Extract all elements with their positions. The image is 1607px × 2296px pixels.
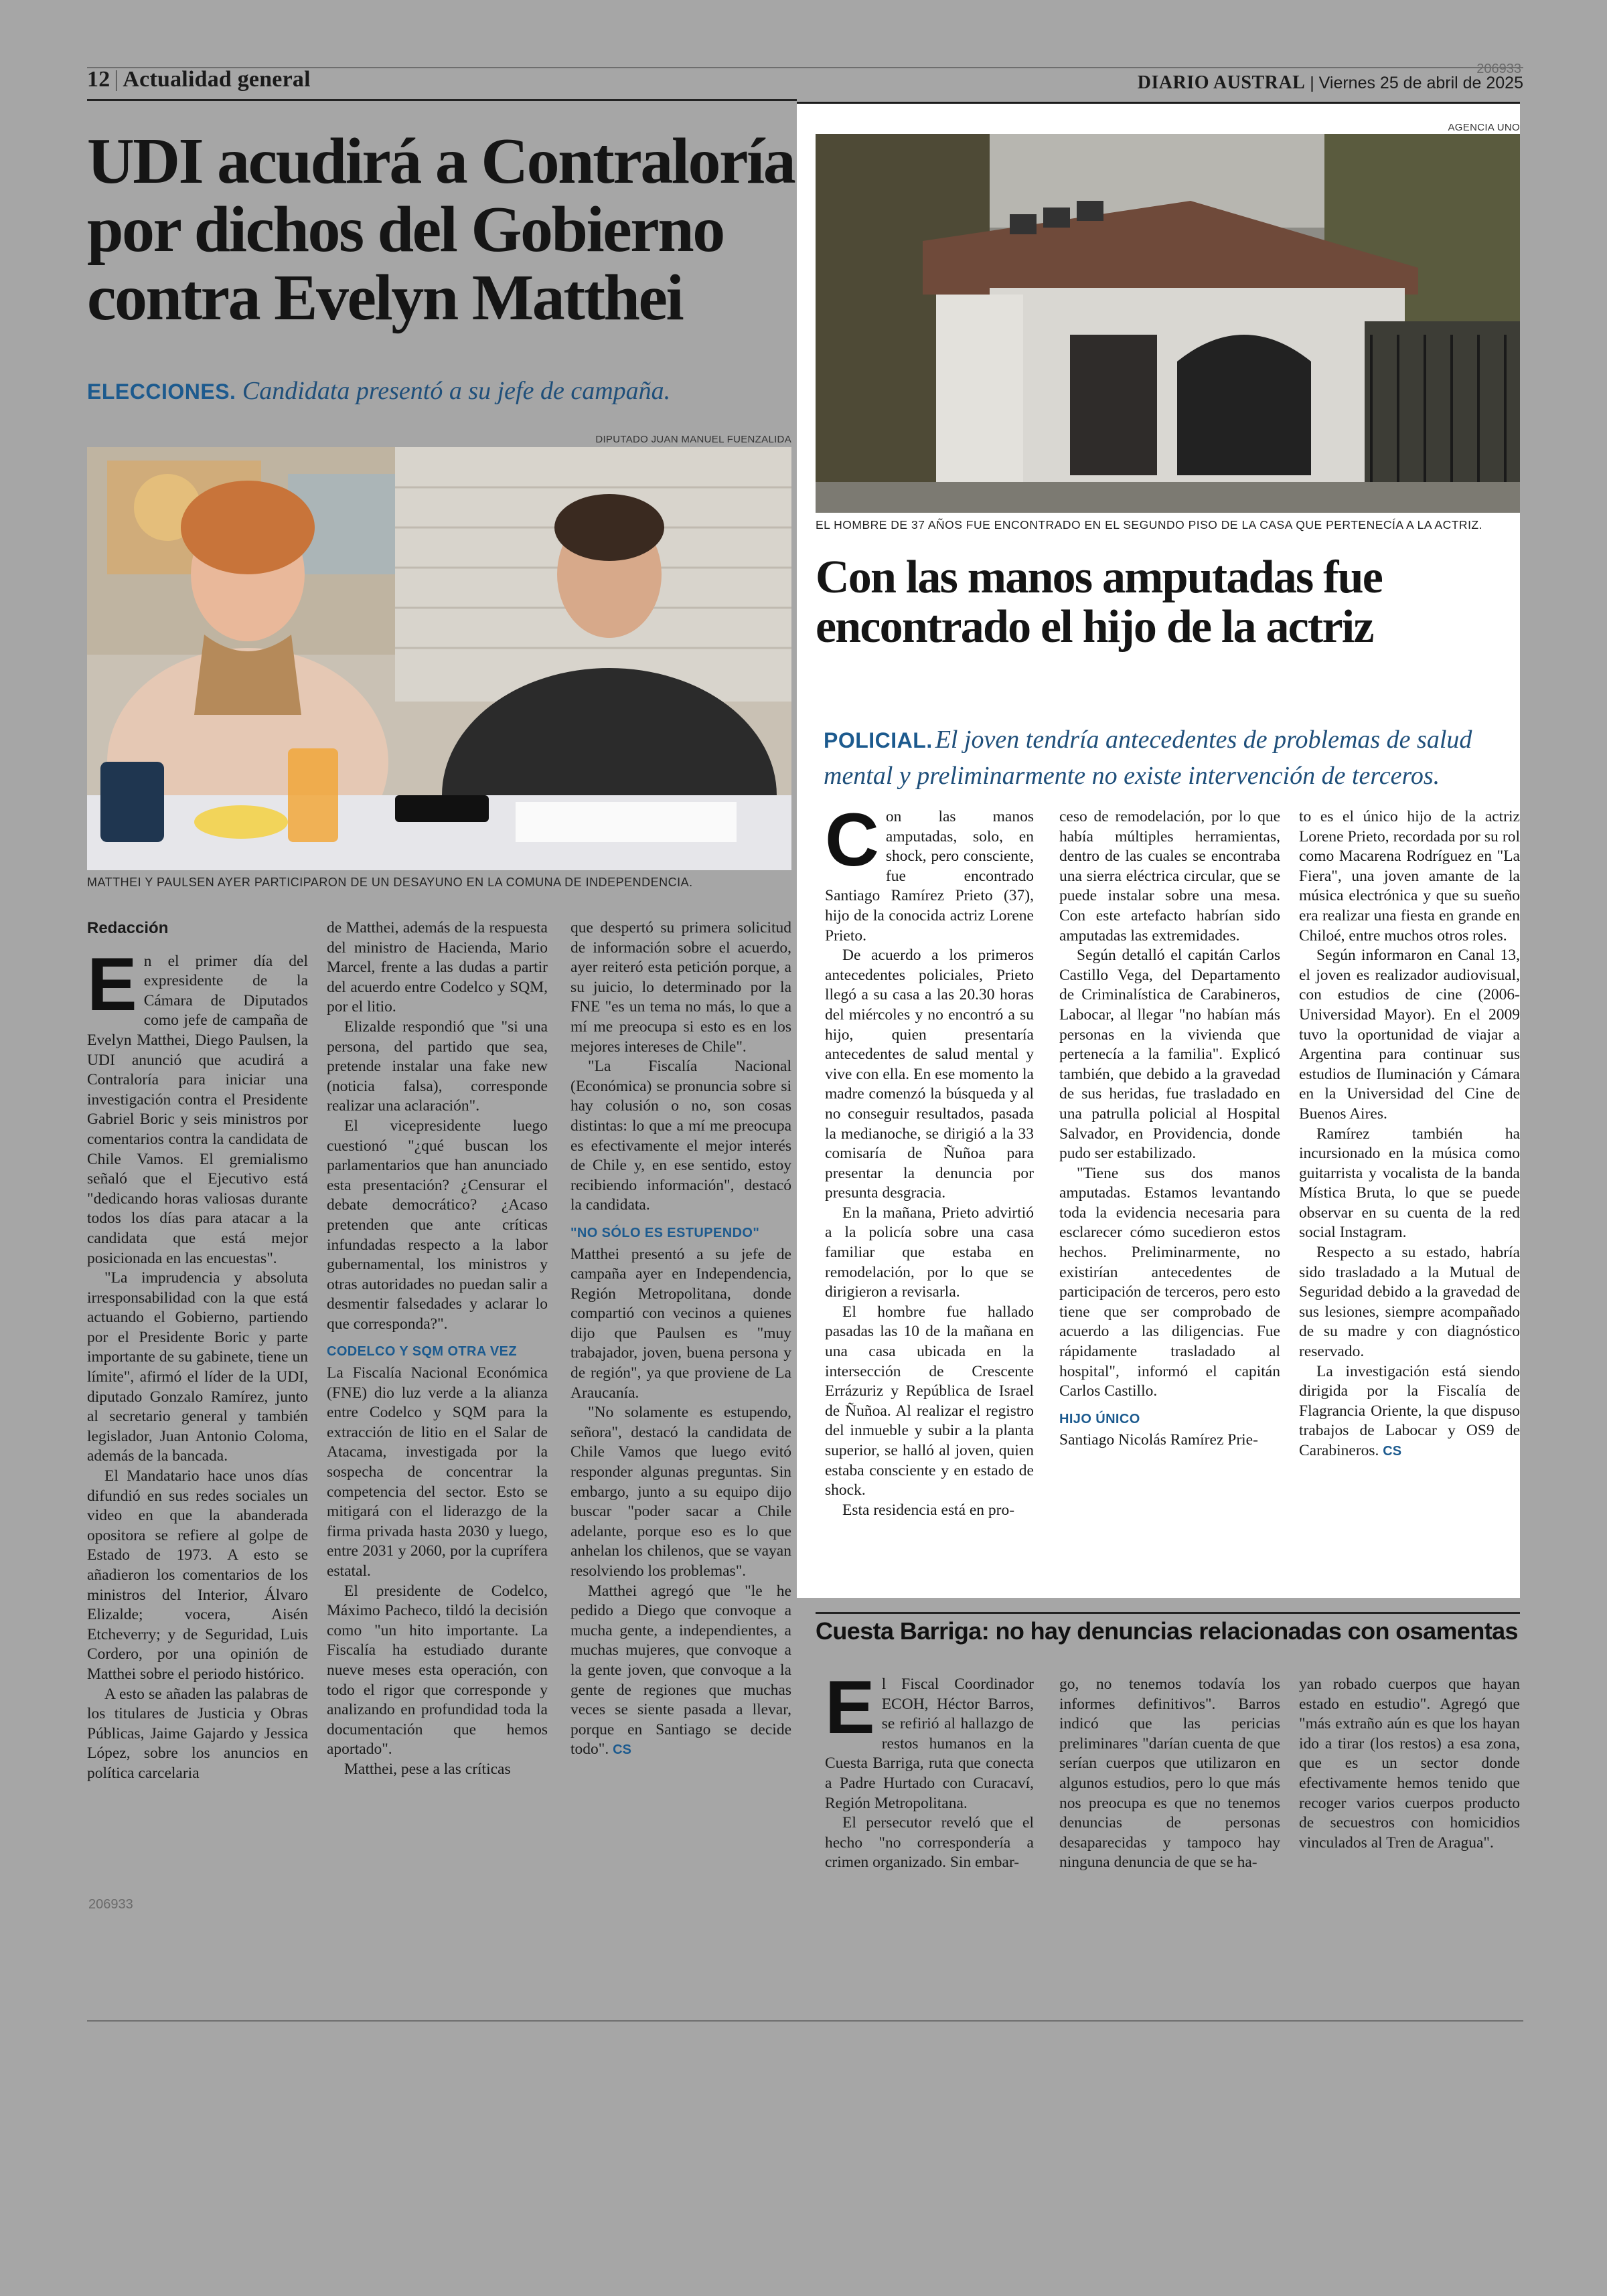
left-headline-line: UDI acudirá a Contraloría: [87, 125, 795, 197]
paragraph: El hombre fue hallado pasadas las 10 de la mañana en una casa ubicada en la intersección de Crescente Errázuriz y República de Israel de Ñuñoa. Al realizar el registro del inmueble y subir a la planta superior, se halló al joven, quien estaba consciente y en estado de shock.: [825, 1303, 1034, 1499]
right-column-3: [1299, 807, 1520, 1462]
kicker-text: Candidata presentó a su jefe de campaña.: [242, 377, 671, 405]
paragraph: de Matthei, además de la respuesta del ministro de Hacienda, Mario Marcel, frente a las dudas a partir del acuerdo entre Codelco y SQM, por el litio.: [327, 919, 548, 1016]
newspaper-name: DIARIO AUSTRAL: [1137, 72, 1306, 93]
dropcap: C: [825, 798, 879, 882]
photo-credit: DIPUTADO JUAN MANUEL FUENZALIDA: [595, 434, 791, 445]
paragraph: go, no tenemos todavía los informes definitivos". Barros indicó que las pericias preliminares "darían cuenta de que serían cuerpos que utilizaron en algunos estudios, pero lo que más nos preocupa es que no tenemos denuncias de personas desaparecidas y tampoco hay ninguna denuncia de que se ha-: [1059, 1675, 1280, 1872]
photo-image: [816, 134, 1520, 513]
cuesta-column-1: [825, 1665, 1034, 1873]
right-headline-line: encontrado el hijo de la actriz: [816, 601, 1373, 653]
page-header: [87, 66, 1523, 99]
paragraph: De acuerdo a los primeros antecedentes policiales, Prieto llegó a su casa a las 20.30 horas del miércoles y no encontró a su hijo, quien presentaría antecedentes de salud mental y vive con ella. En ese momento la madre comenzó la búsqueda y al no conseguir resultados, pasada la medianoche, se dirigió a la 33 comisaría de Ñuñoa para presentar la denuncia por presunta desgracia.: [825, 947, 1034, 1202]
end-mark-icon: CS: [1383, 1444, 1402, 1459]
paragraph: to es el único hijo de la actriz Lorene Prieto, recordada por su rol como Macarena Rodríguez en "La Fiera", una joven amante de la música electrónica y que su sueño era realizar una fiesta en grande en Chiloé, entre muchos otros roles.: [1299, 808, 1520, 945]
cuesta-column-2: [1059, 1675, 1280, 1873]
right-photo-credit: AGENCIA UNO: [1448, 122, 1520, 133]
paragraph: En la mañana, Prieto advirtió a la policía sobre una casa familiar que estaba en remodelación, por lo que se dirigieron a revisarla.: [825, 1204, 1034, 1301]
paragraph: ceso de remodelación, por lo que había múltiples herramientas, dentro de las cuales se encontraba una sierra eléctrica circular, que se puede instalar sobre una mesa. Con este artefacto habrían sido amputadas las extremidades.: [1059, 808, 1280, 945]
paragraph: El persecutor reveló que el hecho "no correspondería a crimen organizado. Sin embar-: [825, 1814, 1034, 1872]
masthead-date: DIARIO AUSTRAL | Viernes 25 de abril de 2025: [1137, 72, 1523, 93]
paragraph: "No solamente es estupendo, señora", destacó la candidata de Chile Vamos que luego evitó responder algunas preguntas. Sin embargo, junto a su equipo dijo buscar "poder sacar a Chile adelante, porque eso es lo que anhelan los chilenos, que se vayan resolviendo los problemas".: [570, 1404, 791, 1580]
right-column-2: [1059, 807, 1280, 1451]
paragraph: Santiago Nicolás Ramírez Prie-: [1059, 1431, 1258, 1449]
dropcap: E: [87, 942, 137, 1026]
right-column-1: [825, 798, 1034, 1520]
paragraph: Según informaron en Canal 13, el joven es realizador audiovisual, con estudios de cine (2006-Universidad Mayor). En el 2009 tuvo la oportunidad de viajar a Argentina para continuar sus estudios de Iluminación y Cámara en la Universidad del Cine de Buenos Aires.: [1299, 947, 1520, 1123]
page-code-top: 206933: [1476, 62, 1521, 76]
left-kicker: [87, 376, 797, 406]
left-headline-line: contra Evelyn Matthei: [87, 262, 683, 334]
paragraph: Matthei agregó que "le he pedido a Diego que convoque a mucha gente, a independientes, a muchas mujeres, que convoque a la gente joven, que convoque a la gente de regiones que muchas veces se siente pasada a llevar, porque en Santiago se decide todo". CS: [570, 1582, 791, 1758]
matthei-paulsen-photo: [87, 447, 791, 870]
end-mark-icon: CS: [613, 1742, 631, 1758]
byline: Redacción: [87, 919, 169, 937]
paragraph: Elizalde respondió que "si una persona, del partido que sea, pretende instalar una fake new (noticia falsa), corresponde realizar una aclaración".: [327, 1017, 548, 1115]
paragraph: Matthei presentó a su jefe de campaña ayer en Independencia, Región Metropolitana, donde compartió con vecinos a quienes dijo que Paulsen es "muy trabajador, joven, buena persona y de región", ya que proviene de La Araucanía.: [570, 1245, 791, 1402]
paragraph: El vicepresidente luego cuestionó "¿qué buscan los parlamentarios que han anunciado esta presentación? ¿Censurar el debate democrático? ¿Acaso pretenden que ante críticas infundadas respecto a la labor gubernamental, los ministros y otras autoridades no puedan salir a desmentir falsedades y aclarar lo que corresponda?".: [327, 1117, 548, 1333]
subhead: CODELCO Y SQM OTRA VEZ: [327, 1344, 518, 1360]
left-headline-line: por dichos del Gobierno: [87, 193, 724, 266]
paragraph: El Fiscal Coordinador ECOH, Héctor Barros, se refirió al hallazgo de restos humanos en la Cuesta Barriga, ruta que conecta a Padre Hurtado con Curacaví, Región Metropolitana.: [825, 1665, 1034, 1812]
issue-date: Viernes 25 de abril de 2025: [1318, 74, 1523, 92]
left-column-3: [570, 918, 791, 1760]
left-column-1: [87, 918, 308, 1784]
kicker-text: El joven tendría antecedentes de problemas de salud mental y preliminarmente no existe intervención de terceros.: [824, 726, 1472, 790]
cuesta-column-3: [1299, 1675, 1520, 1853]
dropcap: E: [825, 1665, 875, 1749]
right-headline-line: Con las manos amputadas fue: [816, 552, 1383, 603]
right-headline: [816, 553, 1512, 652]
photo-image: [87, 447, 791, 870]
subhead: HIJO ÚNICO: [1059, 1411, 1140, 1426]
paragraph: La investigación está siendo dirigida por la Fiscalía de Flagrancia Oriente, la que dispuso trabajos de Labocar y OS9 de Carabineros. CS: [1299, 1362, 1520, 1459]
kicker-label: POLICIAL.: [824, 728, 933, 752]
header-rule: [87, 99, 797, 101]
section-header: 12 | Actualidad general: [87, 67, 311, 92]
section-name: Actualidad general: [123, 67, 311, 92]
paragraph: Matthei, pese a las críticas: [344, 1760, 511, 1778]
paragraph: "La imprudencia y absoluta irresponsabilidad con la que está actuando el Gobierno, partiendo por el Presidente Boric y parte importante de su gabinete, tiene un límite", afirmó el líder de la UDI, diputado Gonzalo Ramírez, junto al secretario general y también legislador, Juan Antonio Coloma, además de la bancada.: [87, 1269, 308, 1465]
paragraph: A esto se añaden las palabras de los titulares de Justicia y Obras Públicas, Jaime Gajardo y Jessica López, sobre los anuncios en política carcelaria: [87, 1685, 308, 1782]
paragraph: "Tiene sus dos manos amputadas. Estamos levantando toda la evidencia necesaria para esclarecer cómo sucedieron estos hechos. Preliminarmente, no existirían antecedentes de participación de terceros, pero esto tiene que ser comprobado de acuerdo a las diligencias. Fue rápidamente trasladado al hospital", informó el capitán Carlos Castillo.: [1059, 1164, 1280, 1400]
paragraph: que despertó su primera solicitud de información sobre el acuerdo, ayer reiteró esta petición porque, a su juicio, lo determinado por la FNE "es un tema no más, lo que a mí me preocupa si esto es en los mejores intereses de Chile".: [570, 919, 791, 1056]
paragraph: Con las manos amputadas, solo, en shock, pero consciente, fue encontrado Santiago Ramírez Prieto (37), hijo de la conocida actriz Lorene Prieto.: [825, 798, 1034, 945]
paragraph: El presidente de Codelco, Máximo Pacheco, tildó la decisión como "un hito importante. La Fiscalía ha estudiado durante nueve meses esta operación, con todo el rigor que corresponde y analizando en profundidad toda la documentación que hemos aportado".: [327, 1582, 548, 1758]
right-kicker: [824, 724, 1520, 797]
left-headline: [87, 127, 797, 332]
page-code-bottom: 206933: [88, 1897, 133, 1912]
cuesta-top-rule: [816, 1612, 1520, 1614]
cuesta-headline: Cuesta Barriga: no hay denuncias relacionadas con osamentas: [816, 1617, 1518, 1645]
left-column-2: [327, 918, 548, 1780]
kicker-label: ELECCIONES.: [87, 380, 236, 404]
subhead: "NO SÓLO ES ESTUPENDO": [570, 1225, 760, 1240]
paragraph: yan robado cuerpos que hayan estado en estudio". Agregó que "más extraño aún es que los hayan ido a tirar (los restos) a esa zona, que es un sector donde efectivamente hemos tenido que recoger varios cuerpos producto de secuestros con homicidios vinculados al Tren de Aragua".: [1299, 1675, 1520, 1852]
paragraph: El Mandatario hace unos días difundió en sus redes sociales un video en que la abanderada opositora se refiere al golpe de Estado de 1973. A esto se añadieron los comentarios de los ministros del Interior, Álvaro Elizalde; vocera, Aisén Etcheverry; y de Seguridad, Luis Cordero, por una opinión de Matthei sobre el periodo histórico.: [87, 1467, 308, 1683]
paragraph: Ramírez también ha incursionado en la música como guitarrista y vocalista de la banda Mística Bruta, lo que se puede observar en su cuenta de la red social Instagram.: [1299, 1125, 1520, 1242]
house-photo: [816, 134, 1520, 513]
paragraph: Según detalló el capitán Carlos Castillo Vega, del Departamento de Criminalística de Carabineros, Labocar, al llegar "no habían más personas en la vivienda que pertenecía a la familia". Explicó también, que debido a la gravedad de sus heridas, fue trasladado en una patrulla policial al Hospital Salvador, en Providencia, donde pudo ser estabilizado.: [1059, 947, 1280, 1163]
paragraph: Esta residencia está en pro-: [842, 1501, 1015, 1519]
bottom-rule: [87, 2020, 1523, 2022]
left-photo-caption: MATTHEI Y PAULSEN AYER PARTICIPARON DE UN DESAYUNO EN LA COMUNA DE INDEPENDENCIA.: [87, 876, 693, 889]
paragraph: En el primer día del expresidente de la Cámara de Diputados como jefe de campaña de Evelyn Matthei, Diego Paulsen, la UDI anunció que acudirá a Contraloría para iniciar una investigación contra el Presidente Gabriel Boric y seis ministros por comentarios contra la candidata de Chile Vamos. El gremialismo señaló que el Ejecutivo está "dedicando horas valiosas durante todos los días para atacar a la candidata que está mejor posicionada en las encuestas".: [87, 942, 308, 1267]
page-number: 12: [87, 67, 110, 92]
paragraph: La Fiscalía Nacional Económica (FNE) dio luz verde a la alianza entre Codelco y SQM para la extracción de litio en el Salar de Atacama, investigada por la sospecha de concentrar la competencia del sector. Esto se mitigará con el liderazgo de la firma privada hasta 2030 y luego, entre 2031 y 2060, por la cuprífera estatal.: [327, 1364, 548, 1580]
paragraph: Respecto a su estado, habría sido trasladado a la Mutual de Seguridad debido a la gravedad de sus lesiones, siempre acompañado de su madre y con diagnóstico reservado.: [1299, 1244, 1520, 1361]
paragraph: "La Fiscalía Nacional (Económica) se pronuncia sobre si hay colusión o no, son cosas distintas: lo que a mí me preocupa es efectivamente el mejor interés de Chile y, en ese sentido, estoy recibiendo información", destacó la candidata.: [570, 1058, 791, 1214]
right-photo-caption: EL HOMBRE DE 37 AÑOS FUE ENCONTRADO EN EL SEGUNDO PISO DE LA CASA QUE PERTENECÍA A LA ACTRIZ.: [816, 518, 1482, 531]
